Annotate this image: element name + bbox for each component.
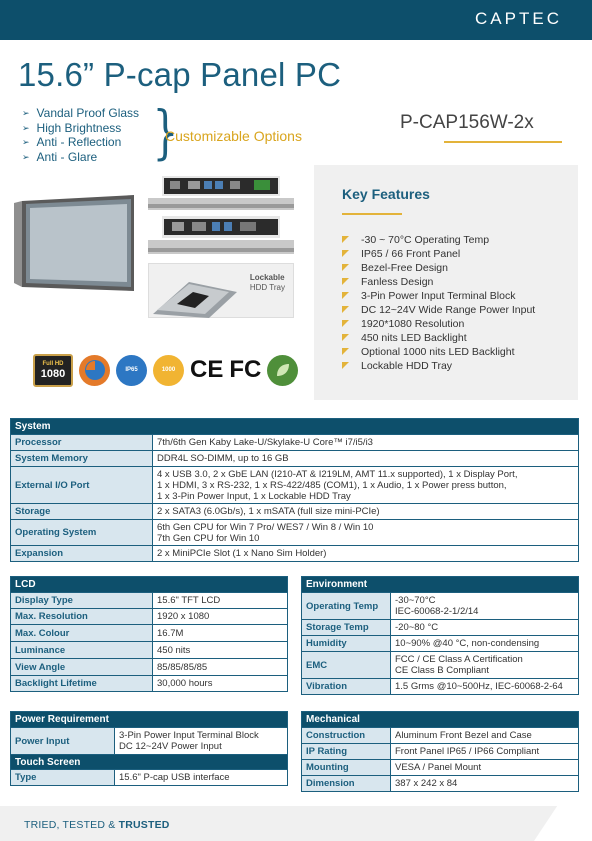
table-row: Backlight Lifetime 30,000 hours bbox=[11, 675, 287, 691]
bullet-icon bbox=[342, 348, 349, 355]
key-features-panel bbox=[314, 165, 578, 400]
hdd-tray-graphic bbox=[149, 264, 239, 319]
table-row: Humidity 10~90% @40 °C, non-condensing bbox=[302, 635, 578, 651]
table-row: Dimension 387 x 242 x 84 bbox=[302, 775, 578, 791]
arrow-icon: ➢ bbox=[22, 108, 30, 118]
page-title: 15.6” P-cap Panel PC bbox=[18, 56, 342, 93]
bullet-icon bbox=[342, 292, 349, 299]
key-feature-item: -30 ~ 70°C Operating Temp bbox=[342, 233, 535, 247]
table-row: Mounting VESA / Panel Mount bbox=[302, 759, 578, 775]
brace-icon: } bbox=[152, 98, 179, 166]
io-side-image bbox=[148, 216, 294, 256]
key-feature-item: IP65 / 66 Front Panel bbox=[342, 247, 535, 261]
customizable-options: Customizable Options bbox=[165, 128, 302, 144]
ce-icon: CE bbox=[190, 356, 224, 383]
bullet-item: ➢ High Brightness bbox=[22, 120, 122, 135]
bullet-item: ➢ Anti - Glare bbox=[22, 149, 98, 164]
power-table bbox=[10, 711, 288, 786]
table-row: Luminance 450 nits bbox=[11, 641, 287, 658]
fc-icon: FC bbox=[229, 356, 262, 383]
mechanical-table-header: Mechanical bbox=[302, 712, 578, 727]
panel-pc-image bbox=[14, 193, 134, 295]
bullet-item: ➢ Vandal Proof Glass bbox=[22, 106, 140, 120]
model-underline bbox=[444, 141, 562, 143]
key-features-title: Key Features bbox=[342, 186, 430, 202]
key-feature-item: Bezel-Free Design bbox=[342, 261, 535, 275]
io-back-image bbox=[148, 176, 294, 212]
captec-logo: CAPTEC bbox=[475, 9, 562, 28]
table-row: Max. Colour 16.7M bbox=[11, 624, 287, 641]
table-row: External I/O Port 4 x USB 3.0, 2 x GbE LAN (I210-AT & I219LM, AMT 11.x supported), 1 x Display Port, 1 x HDMI, 3 x RS-232, 1 x RS-422/485 (COM1), 1 x Audio, 1 x Power press button, 1 x 3-Pin Power Input, 1 x Lockable HDD Tray bbox=[11, 466, 578, 503]
hdd-tray-label: Lockable HDD Tray bbox=[249, 273, 285, 292]
table-row: Storage Temp -20~80 °C bbox=[302, 619, 578, 635]
environment-table-header: Environment bbox=[302, 577, 578, 592]
nits-icon: 1000 bbox=[153, 355, 184, 386]
key-features-underline bbox=[342, 213, 402, 215]
bullet-icon bbox=[342, 278, 349, 285]
eco-icon bbox=[267, 355, 298, 386]
table-row: Display Type 15.6" TFT LCD bbox=[11, 592, 287, 608]
table-row: Expansion 2 x MiniPCIe Slot (1 x Nano Sim Holder) bbox=[11, 545, 578, 561]
table-row: Operating Temp -30~70°C IEC-60068-2-1/2/14 bbox=[302, 592, 578, 619]
table-row: Construction Aluminum Front Bezel and Case bbox=[302, 727, 578, 743]
lcd-table bbox=[10, 576, 288, 692]
hdd-tray-image bbox=[148, 263, 294, 318]
table-row: Operating System 6th Gen CPU for Win 7 Pro/ WES7 / Win 8 / Win 10 7th Gen CPU for Win 10 bbox=[11, 519, 578, 545]
table-row: View Angle 85/85/85/85 bbox=[11, 658, 287, 675]
bullet-icon bbox=[342, 362, 349, 369]
table-row: Storage 2 x SATA3 (6.0Gb/s), 1 x mSATA (full size mini-PCIe) bbox=[11, 503, 578, 519]
bullet-icon bbox=[342, 320, 349, 327]
arrow-icon: ➢ bbox=[22, 151, 30, 162]
key-feature-item: 1920*1080 Resolution bbox=[342, 317, 535, 331]
key-feature-item: 450 nits LED Backlight bbox=[342, 331, 535, 345]
touch-screen-header: Touch Screen bbox=[11, 754, 287, 769]
arrow-icon: ➢ bbox=[22, 122, 30, 133]
mechanical-table bbox=[301, 711, 579, 792]
key-features-list bbox=[342, 233, 535, 373]
system-table-header: System bbox=[11, 419, 578, 434]
key-feature-item: Optional 1000 nits LED Backlight bbox=[342, 345, 535, 359]
bullet-item: ➢ Anti - Reflection bbox=[22, 135, 122, 150]
table-row: Vibration 1.5 Grms @10~500Hz, IEC-60068-2-64 bbox=[302, 678, 578, 694]
certification-icons bbox=[33, 352, 298, 388]
table-row: Processor 7th/6th Gen Kaby Lake-U/Skylake-U Core™ i7/i5/i3 bbox=[11, 434, 578, 450]
feature-bullets bbox=[22, 106, 152, 164]
key-feature-item: 3-Pin Power Input Terminal Block bbox=[342, 289, 535, 303]
header-bar bbox=[0, 0, 592, 40]
footer-tagline: TRIED, TESTED & TRUSTED bbox=[24, 819, 170, 831]
full-hd-icon: Full HD 1080 bbox=[33, 354, 73, 387]
environment-table bbox=[301, 576, 579, 695]
lcd-table-header: LCD bbox=[11, 577, 287, 592]
ip65-icon: IP65 bbox=[116, 355, 147, 386]
system-table bbox=[10, 418, 579, 562]
table-row: IP Rating Front Panel IP65 / IP66 Compliant bbox=[302, 743, 578, 759]
table-row: Power Input 3-Pin Power Input Terminal Block DC 12~24V Power Input bbox=[11, 727, 287, 754]
bullet-icon bbox=[342, 334, 349, 341]
wide-temp-icon bbox=[79, 355, 110, 386]
table-row: System Memory DDR4L SO-DIMM, up to 16 GB bbox=[11, 450, 578, 466]
bullet-icon bbox=[342, 264, 349, 271]
key-feature-item: Lockable HDD Tray bbox=[342, 359, 535, 373]
table-row: EMC FCC / CE Class A Certification CE Class B Compliant bbox=[302, 651, 578, 678]
table-row: Max. Resolution 1920 x 1080 bbox=[11, 608, 287, 624]
key-feature-item: Fanless Design bbox=[342, 275, 535, 289]
model-number: P-CAP156W-2x bbox=[400, 112, 534, 133]
bullet-icon bbox=[342, 306, 349, 313]
table-row: Type 15.6" P-cap USB interface bbox=[11, 769, 287, 785]
arrow-icon: ➢ bbox=[22, 137, 30, 148]
key-feature-item: DC 12~24V Wide Range Power Input bbox=[342, 303, 535, 317]
power-table-header: Power Requirement bbox=[11, 712, 287, 727]
bullet-icon bbox=[342, 250, 349, 257]
bullet-icon bbox=[342, 236, 349, 243]
